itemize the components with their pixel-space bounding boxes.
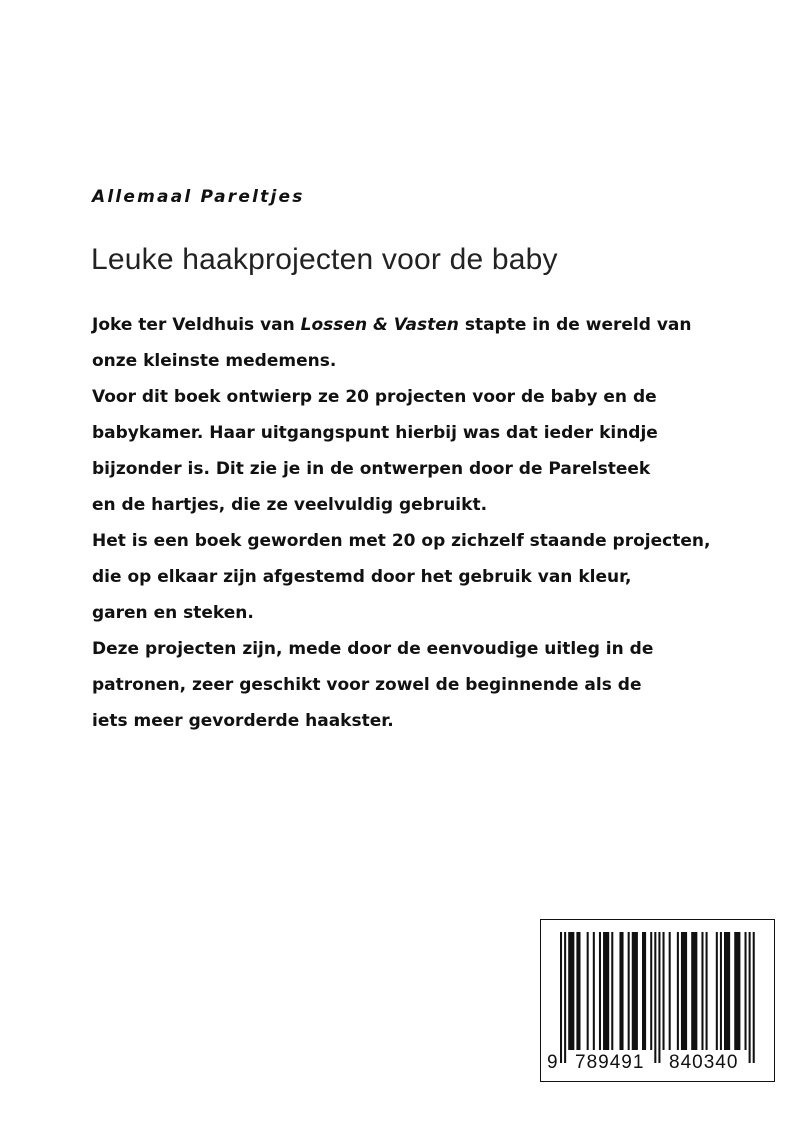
barcode-left-group: 789491 (575, 1052, 645, 1073)
barcode-bar (724, 932, 730, 1050)
barcode-guard-bar (564, 932, 566, 1063)
barcode-first-digit: 9 (547, 1052, 558, 1073)
barcode-bar (706, 932, 708, 1050)
barcode-bar (650, 932, 652, 1050)
barcode-bar (677, 932, 679, 1050)
barcode-guard-bar (753, 932, 755, 1063)
barcode-guard-bar (749, 932, 751, 1063)
blurb-line: iets meer gevorderde haakster. (92, 711, 394, 731)
barcode-bar (716, 932, 718, 1050)
blurb-line: bijzonder is. Dit zie je in de ontwerpen door de Parelsteek (92, 459, 651, 479)
barcode-bar (681, 932, 687, 1050)
blurb-line: patronen, zeer geschikt voor zowel de beginnende als de (92, 675, 642, 695)
barcode-bar (593, 932, 595, 1050)
barcode-bar (663, 932, 665, 1050)
barcode-bar (669, 932, 671, 1050)
blurb-line-start: Joke ter Veldhuis van (92, 315, 301, 335)
blurb-line: babykamer. Haar uitgangspunt hierbij was dat ieder kindje (92, 423, 658, 443)
barcode-bar (599, 932, 601, 1050)
barcode-bar (628, 932, 630, 1050)
barcode-bar (619, 932, 623, 1050)
blurb-line: en de hartjes, die ze veelvuldig gebruikt. (92, 495, 488, 515)
barcode-bar (632, 932, 638, 1050)
back-cover-blurb (92, 307, 732, 739)
blurb-line-end: stapte in de wereld van (458, 315, 692, 335)
isbn-barcode (540, 919, 775, 1082)
blurb-line (92, 307, 732, 343)
barcode-bar (568, 932, 574, 1050)
blurb-line: Deze projecten zijn, mede door de eenvoudige uitleg in de (92, 639, 654, 659)
barcode-bar (691, 932, 697, 1050)
barcode-bar (611, 932, 613, 1050)
barcode-right-group: 840340 (669, 1052, 739, 1073)
book-subtitle: Leuke haakprojecten voor de baby (91, 243, 558, 276)
barcode-bar (642, 932, 646, 1050)
barcode-bar (603, 932, 609, 1050)
barcode-bar (701, 932, 703, 1050)
barcode-bar (576, 932, 580, 1050)
blurb-line: die op elkaar zijn afgestemd door het gebruik van kleur, (92, 567, 632, 587)
barcode-guard-bar (560, 932, 562, 1063)
barcode-bar (587, 932, 589, 1050)
barcode-bar (734, 932, 740, 1050)
barcode-bar (745, 932, 747, 1050)
blurb-line: onze kleinste medemens. (92, 351, 337, 371)
blurb-line: Voor dit boek ontwierp ze 20 projecten voor de baby en de (92, 387, 657, 407)
blurb-line: Het is een boek geworden met 20 op zichzelf staande projecten, (92, 531, 711, 551)
barcode-guard-bar (658, 932, 660, 1063)
brand-name: Lossen & Vasten (300, 315, 459, 335)
blurb-line: garen en steken. (92, 603, 254, 623)
barcode-guard-bar (654, 932, 656, 1063)
series-title: Allemaal Pareltjes (92, 187, 305, 207)
barcode-bar (720, 932, 722, 1050)
